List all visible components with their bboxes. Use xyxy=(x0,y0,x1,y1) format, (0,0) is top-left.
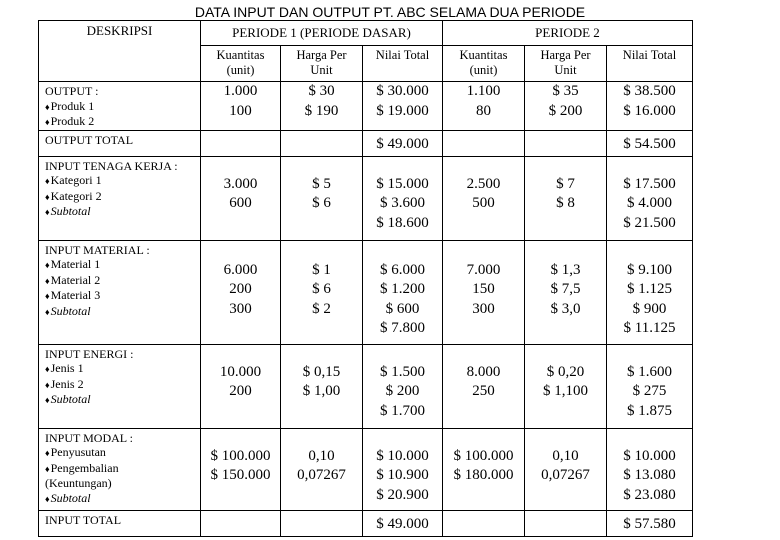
header-deskripsi: DESKRIPSI xyxy=(39,21,201,82)
modal-description: INPUT MODAL : ♦Penyusutan ♦Pengembalian (Keuntungan) ♦Subtotal xyxy=(39,428,201,510)
material-p2-value: $ 9.100 $ 1.125 $ 900 $ 11.125 xyxy=(607,240,693,344)
tenaga-kerja-p1-price: $ 5 $ 6 xyxy=(281,156,363,240)
empty-cell xyxy=(281,510,363,536)
modal-p1-value: $ 10.000 $ 10.900 $ 20.900 xyxy=(363,428,443,510)
tenaga-kerja-p1-qty: 3.000 600 xyxy=(201,156,281,240)
modal-p1-price: 0,10 0,07267 xyxy=(281,428,363,510)
modal-p2-price: 0,10 0,07267 xyxy=(525,428,607,510)
output-description: OUTPUT : ♦Produk 1 ♦Produk 2 xyxy=(39,82,201,131)
header-p1-nilai: Nilai Total xyxy=(363,46,443,82)
header-p1-kuantitas: Kuantitas (unit) xyxy=(201,46,281,82)
energi-p1-value: $ 1.500 $ 200 $ 1.700 xyxy=(363,344,443,428)
material-p1-qty: 6.000 200 300 xyxy=(201,240,281,344)
header-periode-1: PERIODE 1 (PERIODE DASAR) xyxy=(201,21,443,46)
header-periode-2: PERIODE 2 xyxy=(443,21,693,46)
row-energi xyxy=(39,344,693,428)
tenaga-kerja-p2-value: $ 17.500 $ 4.000 $ 21.500 xyxy=(607,156,693,240)
material-p1-price: $ 1 $ 6 $ 2 xyxy=(281,240,363,344)
energi-p2-value: $ 1.600 $ 275 $ 1.875 xyxy=(607,344,693,428)
tenaga-kerja-description: INPUT TENAGA KERJA : ♦Kategori 1 ♦Kategori 2 ♦Subtotal xyxy=(39,156,201,240)
tenaga-kerja-p1-value: $ 15.000 $ 3.600 $ 18.600 xyxy=(363,156,443,240)
modal-p2-qty: $ 100.000 $ 180.000 xyxy=(443,428,525,510)
empty-cell xyxy=(443,510,525,536)
empty-cell xyxy=(281,130,363,156)
empty-cell xyxy=(201,130,281,156)
header-p2-harga: Harga Per Unit xyxy=(525,46,607,82)
row-tenaga-kerja xyxy=(39,156,693,240)
input-total-p1: $ 49.000 xyxy=(363,510,443,536)
input-output-table xyxy=(38,20,693,537)
input-total-p2: $ 57.580 xyxy=(607,510,693,536)
row-input-total xyxy=(39,510,693,536)
material-description: INPUT MATERIAL : ♦Material 1 ♦Material 2 ♦Material 3 ♦Subtotal xyxy=(39,240,201,344)
header-p1-harga: Harga Per Unit xyxy=(281,46,363,82)
output-total-p2: $ 54.500 xyxy=(607,130,693,156)
header-p2-kuantitas: Kuantitas (unit) xyxy=(443,46,525,82)
tenaga-kerja-p2-price: $ 7 $ 8 xyxy=(525,156,607,240)
empty-cell xyxy=(201,510,281,536)
output-total-label: OUTPUT TOTAL xyxy=(39,130,201,156)
output-p1-price: $ 30 $ 190 xyxy=(281,82,363,131)
energi-description: INPUT ENERGI : ♦Jenis 1 ♦Jenis 2 ♦Subtotal xyxy=(39,344,201,428)
energi-p2-price: $ 0,20 $ 1,100 xyxy=(525,344,607,428)
output-p1-qty: 1.000 100 xyxy=(201,82,281,131)
output-total-p1: $ 49.000 xyxy=(363,130,443,156)
empty-cell xyxy=(525,510,607,536)
row-material xyxy=(39,240,693,344)
header-row-periods xyxy=(39,21,693,46)
energi-p2-qty: 8.000 250 xyxy=(443,344,525,428)
input-total-label: INPUT TOTAL xyxy=(39,510,201,536)
header-p2-nilai: Nilai Total xyxy=(607,46,693,82)
empty-cell xyxy=(443,130,525,156)
material-p2-qty: 7.000 150 300 xyxy=(443,240,525,344)
row-modal xyxy=(39,428,693,510)
energi-p1-price: $ 0,15 $ 1,00 xyxy=(281,344,363,428)
modal-p2-value: $ 10.000 $ 13.080 $ 23.080 xyxy=(607,428,693,510)
output-p2-qty: 1.100 80 xyxy=(443,82,525,131)
row-output xyxy=(39,82,693,131)
output-p2-value: $ 38.500 $ 16.000 xyxy=(607,82,693,131)
material-p1-value: $ 6.000 $ 1.200 $ 600 $ 7.800 xyxy=(363,240,443,344)
empty-cell xyxy=(525,130,607,156)
output-p1-value: $ 30.000 $ 19.000 xyxy=(363,82,443,131)
modal-p1-qty: $ 100.000 $ 150.000 xyxy=(201,428,281,510)
tenaga-kerja-p2-qty: 2.500 500 xyxy=(443,156,525,240)
row-output-total xyxy=(39,130,693,156)
energi-p1-qty: 10.000 200 xyxy=(201,344,281,428)
output-p2-price: $ 35 $ 200 xyxy=(525,82,607,131)
document-title: DATA INPUT DAN OUTPUT PT. ABC SELAMA DUA PERIODE xyxy=(194,4,586,20)
material-p2-price: $ 1,3 $ 7,5 $ 3,0 xyxy=(525,240,607,344)
